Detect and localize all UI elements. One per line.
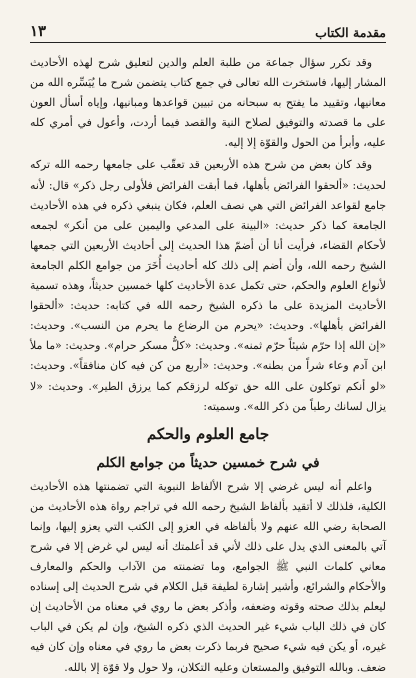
method-paragraph: واعلم أنه ليس غرضي إلا شرح الألفاظ النبوية التي تضمنتها هذه الأحاديث الكلية، فلذلك لا أتقيد بألفاظ الشيخ رحمه الله في تراجم رواة هذه الأحاديث من الصحابة رضي الله عنهم ولا بألفاظه في العزو إلى الكتب التي يعزو إليها، وإنما آتي بالمعنى الذي يدل على ذلك لأني قد أعلمتك أنه ليس لي غرض إلا في شرح معاني كلمات النبي ﷺ الجوامع، وما تضمنته من الآداب والحكم والمعارف والأحكام والشرائع، وأشير إشارة لطيفة قبل الكلام في شرح الحديث إلى إسناده ليعلم بذلك صحته وقوته وضعفه، وأذكر بعض ما روي في معناه من الأحاديث إن كان في ذلك الباب شيء غير الحديث الذي ذكره الشيخ، وإن لم يكن في الباب غيره، أو يكن فيه شيء صحيح فربما ذكرت بعض ما روي في معناه وإن كان فيه ضعف. وبالله التوفيق والمستعان وعليه التكلان، ولا حول ولا قوّة إلا بالله.	[30, 479, 386, 674]
page-body	[30, 53, 386, 678]
book-title-heading: جامع العلوم والحكم	[146, 424, 270, 443]
book-subtitle-heading: في شرح خمسين حديثاً من جوامع الكلم	[96, 454, 320, 471]
running-title: مقدمة الكتاب	[315, 25, 386, 40]
additions-paragraph: وقد كان بعض من شرح هذه الأربعين قد تعقّب على جامعها رحمه الله تركه لحديث: «ألحقوا الفرائض بأهلها، فما أبقت الفرائض فلأولى رجل ذكر» قال: لأنه جامع لقواعد الفرائض التي هي نصف العلم، فكان ينبغي ذكره في هذه الأحاديث الجامعة كما ذكر حديث: «البينة على المدعي واليمين على من أنكر» لجمعه لأحكام القضاء، فرأيت أنا أن أضمّ هذا الحديث إلى أحاديث الأربعين التي جمعها الشيخ رحمه الله، وأن أضم إلى ذلك كله أحاديث أُخَرَ من جوامع الكلم الجامعة لأنواع العلوم والحكم، حتى تكمل عدة الأحاديث كلها خمسين حديثاً، وهذه تسمية الأحاديث المزيدة على ما ذكره الشيخ رحمه الله في كتابه: حديث: «ألحقوا الفرائض بأهلها». وحديث: «يحرم من الرضاع ما يحرم من النسب». وحديث: «إن الله إذا حرّم شيئاً حرّم ثمنه». وحديث: «كلُّ مسكر حرام». وحديث: «ما ملأ ابن آدم وعاء شراً من بطنه». وحديث: «أربع من كن فيه كان منافقاً». وحديث: «لو أنكم توكلون على الله حق توكله لرزقكم كما يرزق الطير». وحديث: «لا يزال لسانك رطباً من ذكر الله». وسميته:	[30, 158, 386, 413]
page-number: ١٣	[30, 22, 47, 40]
page-header	[30, 14, 386, 43]
intro-paragraph: وقد تكرر سؤال جماعة من طلبة العلم والدين لتعليق شرح لهذه الأحاديث المشار إليها، فاستخرت الله تعالى في جمع كتاب يتضمن شرح ما يُيَسِّره الله من معانيها، وتقييد ما يفتح به سبحانه من تبيين قواعدها ومبانيها، وإياه أسأل العون على ما قصدته والتوفيق لصلاح النية والقصد فيما أردت، وأعول في أمري كله عليه، وأبرأ من الحول والقوّة إلا إليه.	[30, 56, 386, 150]
